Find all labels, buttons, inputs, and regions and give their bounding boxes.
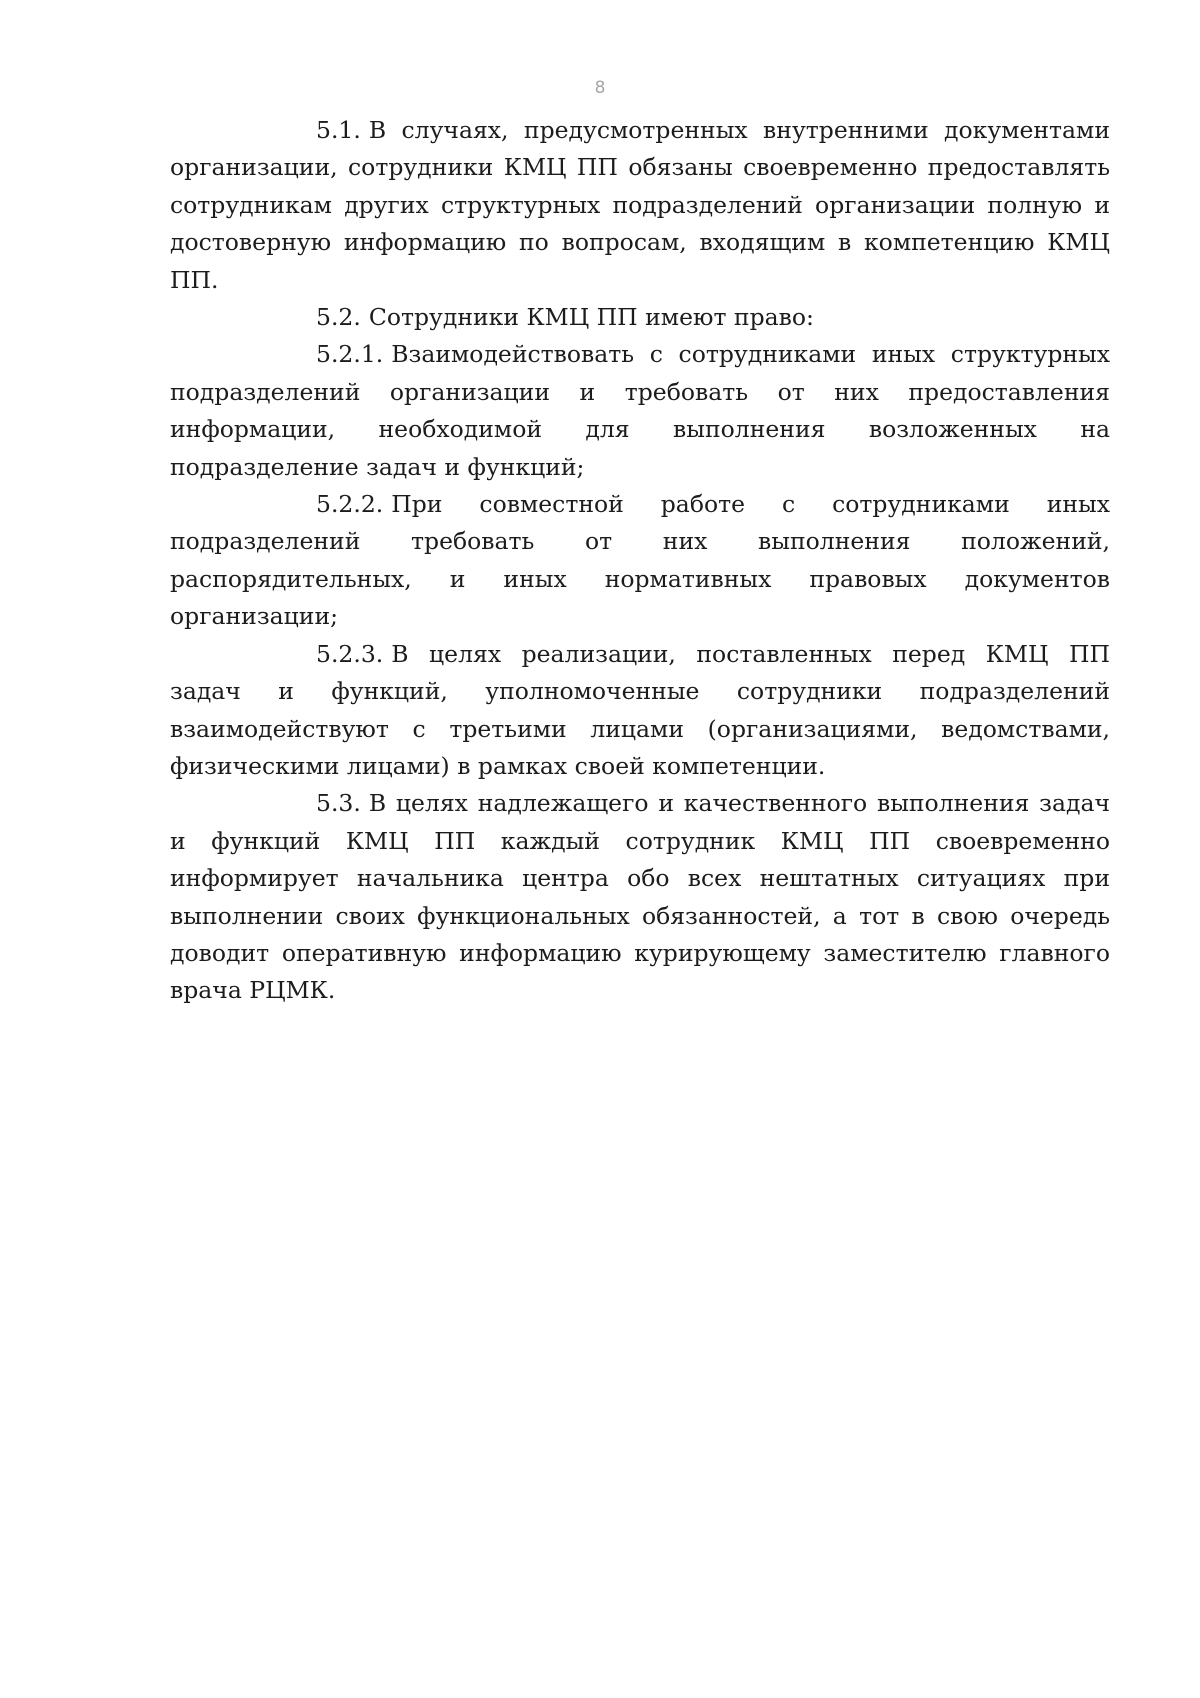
paragraph-number: 5.2. — [316, 303, 361, 332]
paragraph-text: Сотрудники КМЦ ПП имеют право: — [368, 303, 814, 332]
paragraph-number: 5.3. — [316, 789, 361, 818]
paragraph-5-2-1 — [170, 336, 1110, 486]
paragraph-text: Взаимодействовать с сотрудниками иных структурных подразделений организации и требовать от них предоставления информации, необходимой для выполнения возложенных на подразделение задач и функций; — [170, 340, 1110, 481]
document-body — [170, 112, 1110, 1010]
paragraph-number: 5.2.1. — [316, 340, 384, 369]
paragraph-5-2 — [170, 299, 1110, 336]
paragraph-text: В случаях, предусмотренных внутренними документами организации, сотрудники КМЦ ПП обязаны своевременно предоставлять сотрудникам других структурных подразделений организации полную и достоверную информацию по вопросам, входящим в компетенцию КМЦ ПП. — [170, 116, 1110, 294]
paragraph-number: 5.1. — [316, 116, 361, 144]
paragraph-number: 5.2.2. — [316, 490, 384, 519]
paragraph-5-1 — [170, 112, 1110, 299]
page-number: 8 — [594, 78, 606, 98]
paragraph-text: В целях надлежащего и качественного выполнения задач и функций КМЦ ПП каждый сотрудник КМЦ ПП своевременно информирует начальника центра обо всех нештатных ситуациях при выполнении своих функциональных обязанностей, а тот в свою очередь доводит оперативную информацию курирующему заместителю главного врача РЦМК. — [170, 789, 1110, 1005]
paragraph-text: При совместной работе с сотрудниками иных подразделений требовать от них выполнения положений, распорядительных, и иных нормативных правовых документов организации; — [170, 490, 1110, 631]
paragraph-text: В целях реализации, поставленных перед КМЦ ПП задач и функций, уполномоченные сотрудники подразделений взаимодействуют с третьими лицами (организациями, ведомствами, физическими лицами) в рамках своей компетенции. — [170, 639, 1110, 780]
paragraph-5-3 — [170, 785, 1110, 1009]
paragraph-number: 5.2.3. — [316, 639, 384, 668]
paragraph-5-2-3 — [170, 636, 1110, 786]
paragraph-5-2-2 — [170, 486, 1110, 636]
